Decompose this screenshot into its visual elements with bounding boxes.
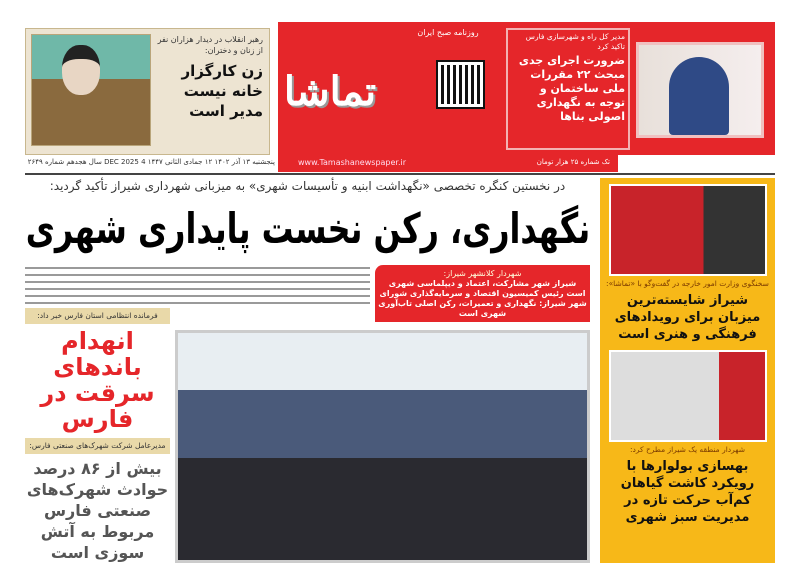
story-tag: فرمانده انتظامی استان فارس خبر داد: [25,308,170,324]
official-photo [636,42,764,138]
story-kicker: مدیر کل راه و شهرسازی فارس تاکید کرد [525,32,625,51]
masthead [278,22,775,155]
dateline: پنجشنبه ۱۳ آذر ۱۴۰۲ ۱۲ جمادی الثانی ۱۴۴۷ 4 DEC 2025 سال هجدهم شماره ۲۶۴۹ [27,158,275,166]
story-kicker: رهبر انقلاب در دیدار هزاران نفر از زنان و دختران: [157,35,263,55]
story-headline: زن کارگزار خانه نیست مدیر است [181,62,263,120]
story-kicker: شهردار منطقه یک شیراز مطرح کرد: [629,445,745,454]
newspaper-logo: تماشا [283,68,377,115]
right-column [600,178,775,563]
leader-photo [31,34,151,146]
story-headline[interactable]: انهدام باندهای سرقت در فارس [40,327,155,433]
top-left-story[interactable] [25,28,270,155]
divider [25,173,775,175]
story-headline[interactable]: بیش از ۸۶ درصد حوادث شهرک‌های صنعتی فارس مربوط به آتش سوزی است [26,459,169,562]
top-left-text [151,34,263,121]
story-headline[interactable]: شیراز شایسته‌ترین میزبان برای رویدادهای فرهنگی و هنری است [614,293,761,342]
story-headline: ضرورت اجرای جدی مبحث ۲۲ مقررات ملی ساختمان و توجه به نگهداری اصولی بناها [518,54,625,123]
price: تک شماره ۲۵ هزار تومان [536,158,610,166]
main-kicker: در نخستین کنگره تخصصی «نگهداشت ابنیه و تأسیسات شهری» به میزبانی شهرداری شیراز تأکید گردید: [49,179,566,193]
top-red-story[interactable] [506,28,630,150]
left-column [25,308,170,563]
slogan: روزنامه صبح ایران [417,28,479,37]
qr-code-icon[interactable] [438,62,483,107]
main-body-text [25,265,370,305]
quote-kicker: شهردار کلانشهر شیراز: [443,269,522,278]
story-headline[interactable]: بهسازی بولوارها با رویکرد کاشت گیاهان کم‌آب حرکت تازه در مدیریت سبز شهری [620,459,755,525]
story-tag: مدیرعامل شرکت شهرک‌های صنعتی فارس: [25,438,170,454]
mayor-photo [609,350,767,442]
quote-box [375,265,590,322]
quote-text: شیراز شهر مشارکت، اعتماد و دیپلماسی شهری است رئیس کمیسیون اقتصاد و سرمایه‌گذاری شورای شهر شیراز: نگهداری و تعمیرات، رکن اصلی تاب‌آوری شهری است [378,279,587,318]
main-photo [175,330,590,563]
story-kicker: سخنگوی وزارت امور خارجه در گفت‌وگو با «تماشا»: [606,279,769,288]
masthead-strip [278,155,618,172]
interview-photo [609,184,767,276]
main-headline[interactable]: نگهداری، رکن نخست پایداری شهری [25,204,590,253]
website-link[interactable]: www.Tamashanewspaper.ir [298,158,407,167]
